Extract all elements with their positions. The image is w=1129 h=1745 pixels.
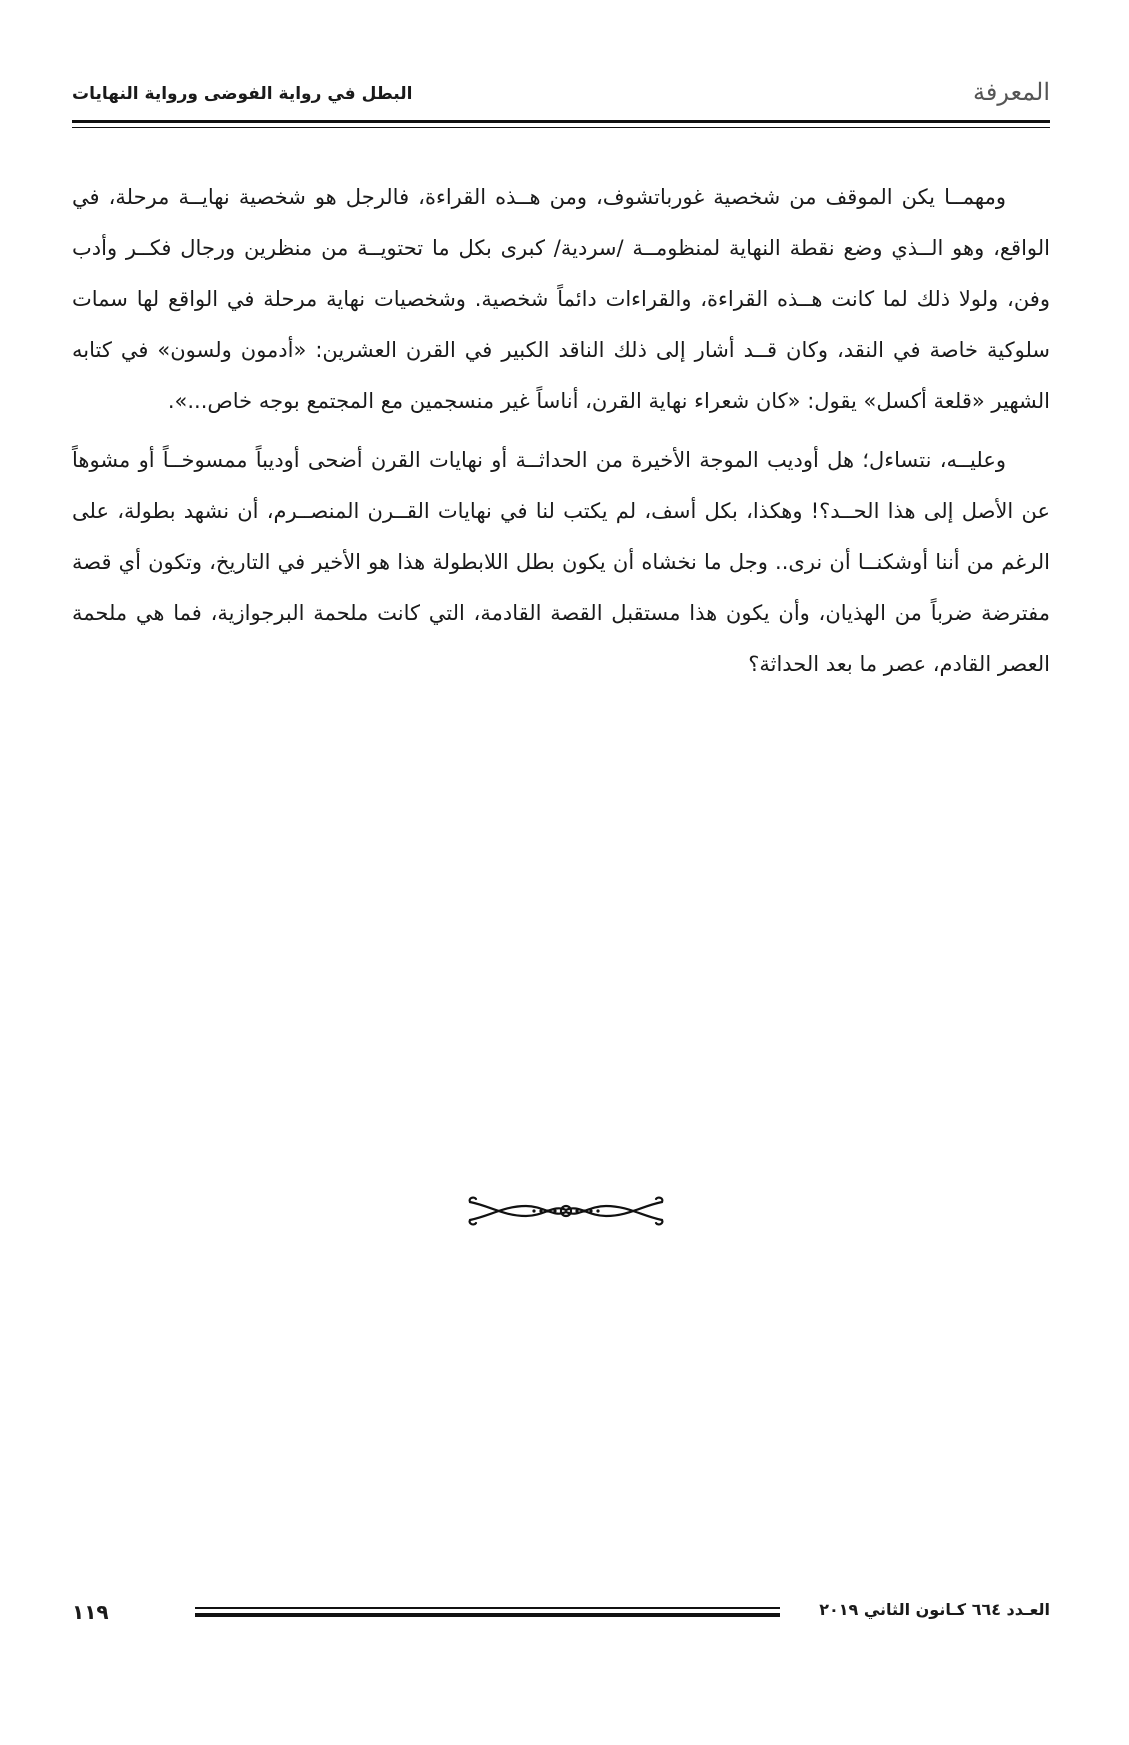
article-body <box>72 172 1050 690</box>
paragraph-2: وعليــه، نتساءل؛ هل أوديب الموجة الأخيرة من الحداثــة أو نهايات القرن أضحى أوديباً ممسوخــاً أو مشوهاً عن الأصل إلى هذا الحــد؟! وهكذا، بكل أسف، لم يكتب لنا في نهايات القــرن المنصــرم، أن نشهد بطولة، على الرغم من أننا أوشكنــا أن نرى.. وجل ما نخشاه أن يكون بطل اللابطولة هذا هو الأخير في التاريخ، وتكون أي قصة مفترضة ضرباً من الهذيان، وأن يكون هذا مستقبل القصة القادمة، التي كانت ملحمة البرجوازية، فما هي ملحمة العصر القادم، عصر ما بعد الحداثة؟ <box>72 448 1050 676</box>
magazine-logo: المعرفة <box>972 78 1050 106</box>
decorative-scroll-ornament-icon <box>466 1186 666 1236</box>
page-number: ١١٩ <box>72 1600 109 1624</box>
page-header <box>72 78 1050 112</box>
issue-label: العـدد ٦٦٤ كـانون الثاني ٢٠١٩ <box>819 1600 1050 1619</box>
running-title: البطل في رواية الفوضى ورواية النهايات <box>72 84 413 104</box>
footer-rule-thick <box>195 1613 780 1617</box>
header-rule-thick <box>72 120 1050 123</box>
footer-rule-thin <box>195 1607 780 1609</box>
header-rule-thin <box>72 127 1050 128</box>
paragraph-1: ومهمــا يكن الموقف من شخصية غورباتشوف، ومن هــذه القراءة، فالرجل هو شخصية نهايــة مرحلة، في الواقع، وهو الــذي وضع نقطة النهاية لمنظومــة /سردية/ كبرى بكل ما تحتويــة من منظرين ورجال فكــر وأدب وفن، ولولا ذلك لما كانت هــذه القراءة، والقراءات دائماً شخصية. وشخصيات نهاية مرحلة في الواقع لها سمات سلوكية خاصة في النقد، وكان قــد أشار إلى ذلك الناقد الكبير في القرن العشرين: «أدمون ولسون» في كتابه الشهير «قلعة أكسل» يقول: «كان شعراء نهاية القرن، أناساً غير منسجمين مع المجتمع بوجه خاص...». <box>72 185 1050 413</box>
